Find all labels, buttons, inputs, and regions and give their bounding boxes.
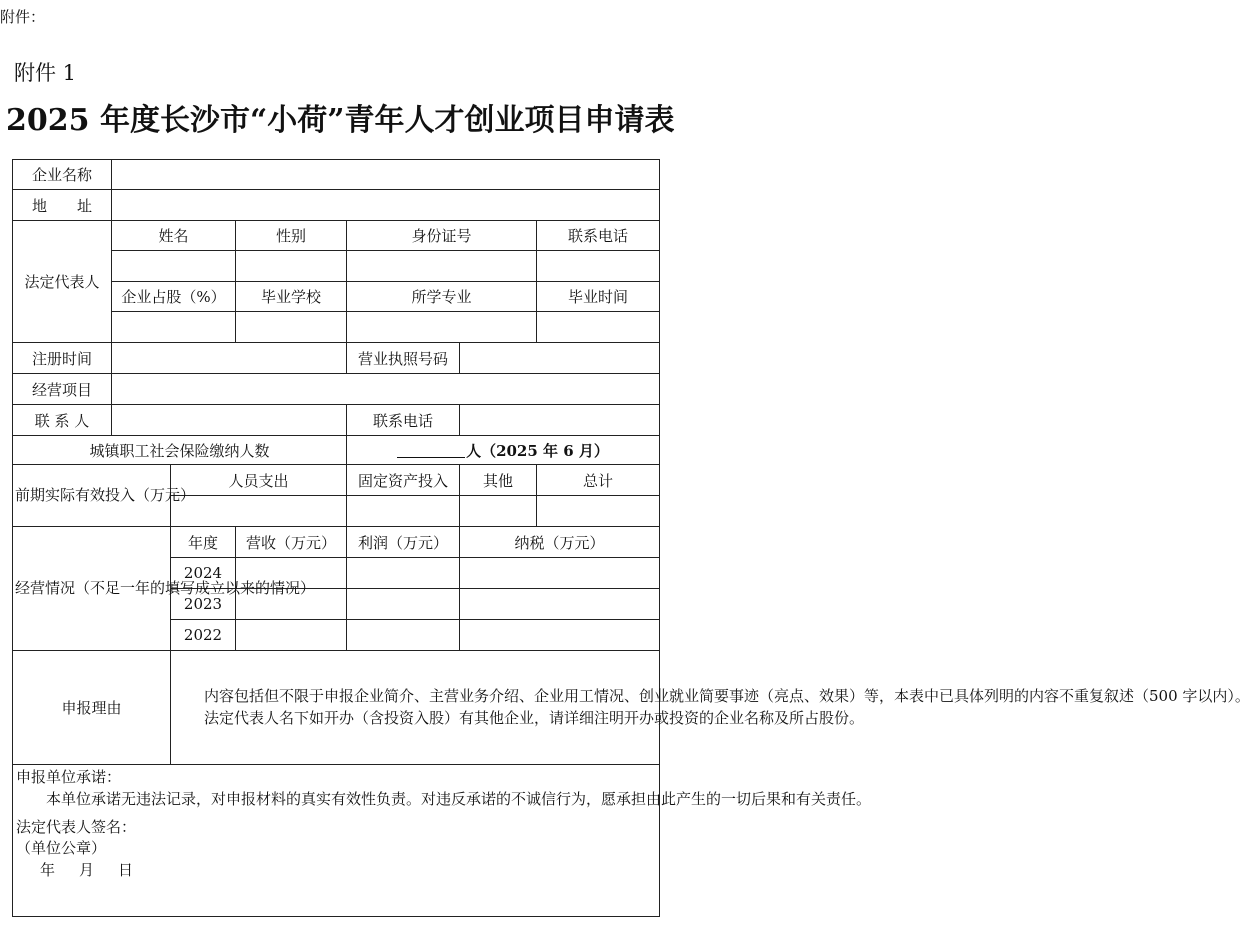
col-other: 其他 <box>460 465 537 496</box>
pledge-body: 本单位承诺无违法记录，对申报材料的真实有效性负责。对违反承诺的不诚信行为，愿承担由此产生的一切后果和有关责任。 <box>46 789 872 808</box>
date-day: 日 <box>118 861 134 879</box>
reason-instruction-2: 法定代表人名下如开办（含投资入股）有其他企业，请详细注明开办或投资的企业名称及所占股份。 <box>204 708 865 727</box>
seal-label: （单位公章） <box>16 839 107 858</box>
col-fixed-assets: 固定资产投入 <box>347 465 460 496</box>
license-no-label: 营业执照号码 <box>347 343 460 374</box>
insurance-field[interactable] <box>347 436 660 465</box>
reason-label: 申报理由 <box>13 651 171 765</box>
col-staff-cost: 人员支出 <box>171 465 347 496</box>
contact-label: 联 系 人 <box>13 405 112 436</box>
address-label: 地 址 <box>13 190 112 221</box>
insurance-count-blank[interactable] <box>397 443 465 458</box>
rep-school-field[interactable] <box>236 312 347 343</box>
operation-label: 经营情况（不足一年的填写成立以来的情况） <box>13 527 171 651</box>
rep-phone-field[interactable] <box>537 251 660 282</box>
col-total: 总计 <box>537 465 660 496</box>
reason-field[interactable] <box>171 651 1250 765</box>
address-field[interactable] <box>112 190 660 221</box>
rep-grad-field[interactable] <box>537 312 660 343</box>
col-name: 姓名 <box>112 221 236 251</box>
revenue-2022-field[interactable] <box>236 620 347 651</box>
business-scope-label: 经营项目 <box>13 374 112 405</box>
investment-label: 前期实际有效投入（万元） <box>13 465 171 527</box>
pledge-section <box>13 765 872 917</box>
col-grad-time: 毕业时间 <box>537 282 660 312</box>
col-id-no: 身份证号 <box>347 221 537 251</box>
date-month: 月 <box>79 861 95 879</box>
rep-gender-field[interactable] <box>236 251 347 282</box>
col-year: 年度 <box>171 527 236 558</box>
business-scope-field[interactable] <box>112 374 660 405</box>
col-school: 毕业学校 <box>236 282 347 312</box>
contact-field[interactable] <box>112 405 347 436</box>
contact-phone-field[interactable] <box>460 405 660 436</box>
top-note: 附件： <box>0 8 46 26</box>
insurance-label: 城镇职工社会保险缴纳人数 <box>13 436 347 465</box>
col-revenue: 营收（万元） <box>236 527 347 558</box>
year-2024: 2024 <box>171 558 236 589</box>
fixed-assets-field[interactable] <box>347 496 460 527</box>
reason-instruction-1: 内容包括但不限于申报企业简介、主营业务介绍、企业用工情况、创业就业简要事迹（亮点、效果）等，本表中已具体列明的内容不重复叙述（500 字以内）。 <box>204 686 1250 705</box>
col-profit: 利润（万元） <box>347 527 460 558</box>
profit-2024-field[interactable] <box>347 558 460 589</box>
tax-2023-field[interactable] <box>460 589 660 620</box>
reg-time-label: 注册时间 <box>13 343 112 374</box>
profit-2022-field[interactable] <box>347 620 460 651</box>
rep-share-field[interactable] <box>112 312 236 343</box>
reg-time-field[interactable] <box>112 343 347 374</box>
col-tax: 纳税（万元） <box>460 527 660 558</box>
tax-2022-field[interactable] <box>460 620 660 651</box>
rep-name-field[interactable] <box>112 251 236 282</box>
company-name-label: 企业名称 <box>13 160 112 190</box>
rep-major-field[interactable] <box>347 312 537 343</box>
total-field[interactable] <box>537 496 660 527</box>
signature-label[interactable]: 法定代表人签名： <box>16 817 137 836</box>
company-name-field[interactable] <box>112 160 660 190</box>
license-no-field[interactable] <box>460 343 660 374</box>
year-2023: 2023 <box>171 589 236 620</box>
attachment-label: 附件 1 <box>14 61 77 85</box>
profit-2023-field[interactable] <box>347 589 460 620</box>
legal-rep-label: 法定代表人 <box>13 221 112 343</box>
col-gender: 性别 <box>236 221 347 251</box>
col-phone: 联系电话 <box>537 221 660 251</box>
insurance-unit: 人（2025 年 6 月） <box>466 441 609 460</box>
rep-id-field[interactable] <box>347 251 537 282</box>
application-form-table <box>12 159 1250 917</box>
pledge-title: 申报单位承诺： <box>16 768 122 786</box>
col-major: 所学专业 <box>347 282 537 312</box>
staff-cost-field[interactable] <box>171 496 347 527</box>
date-year: 年 <box>40 861 56 879</box>
col-share: 企业占股（%） <box>112 282 236 312</box>
contact-phone-label: 联系电话 <box>347 405 460 436</box>
page-title: 2025 年度长沙市“小荷”青年人才创业项目申请表 <box>6 103 675 138</box>
year-2022: 2022 <box>171 620 236 651</box>
date-line <box>16 860 656 882</box>
tax-2024-field[interactable] <box>460 558 660 589</box>
other-field[interactable] <box>460 496 537 527</box>
